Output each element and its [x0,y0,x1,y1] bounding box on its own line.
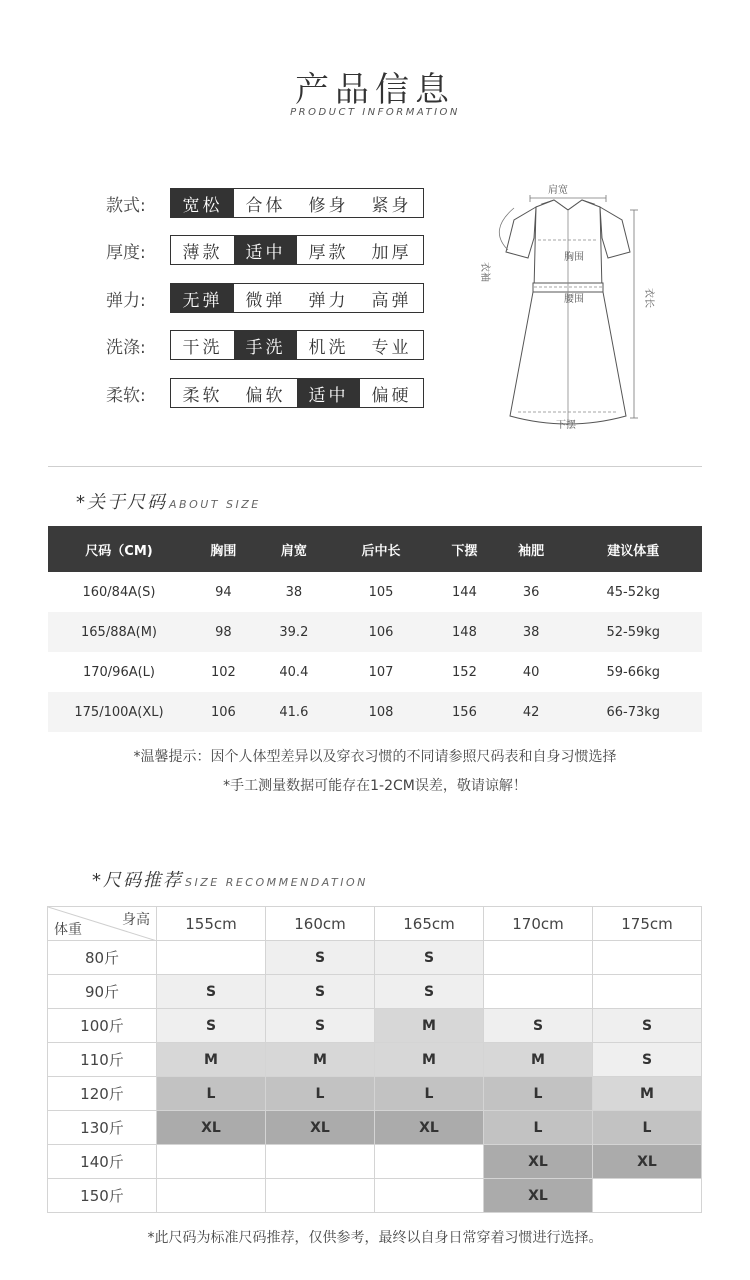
size-column-header: 胸围 [190,526,257,572]
size-cell [157,941,266,975]
table-row [48,612,702,652]
attribute-option: 微弹 [234,284,297,312]
size-table-header [48,526,702,572]
attribute-option: 适中 [297,379,360,407]
size-cell: XL [593,1145,702,1179]
size-cell: S [593,1009,702,1043]
recommend-note: *此尺码为标准尺码推荐，仅供参考，最终以自身日常穿着习惯进行选择。 [147,1230,603,1246]
size-cell [266,1145,375,1179]
size-cell: M [266,1043,375,1077]
recommend-row [48,1077,702,1111]
size-error-note: *手工测量数据可能存在1-2CM误差，敬请谅解！ [223,778,527,794]
weight-label: 130斤 [48,1111,157,1145]
height-header: 160cm [266,907,375,941]
recommend-row [48,941,702,975]
attribute-options [170,283,424,313]
height-header: 170cm [484,907,593,941]
size-cell [157,1145,266,1179]
table-cell: 160/84A(S) [82,584,156,600]
attribute-option: 手洗 [234,331,297,359]
attribute-row [106,378,424,408]
size-cell [593,941,702,975]
table-cell: 106 [190,692,257,732]
size-column-header: 肩宽 [257,526,331,572]
attribute-row [106,283,424,313]
attribute-options [170,235,424,265]
table-cell: 148 [431,612,498,652]
chest-label: 胸围 [564,252,584,263]
page-title: 产品信息 [295,70,455,110]
attribute-options [170,330,424,360]
size-column-header: 袖肥 [498,526,565,572]
dress-sketch [478,180,658,432]
about-size-title-en: ABOUT SIZE [169,498,261,511]
weight-label: 110斤 [48,1043,157,1077]
size-cell: XL [157,1111,266,1145]
recommend-row [48,1145,702,1179]
recommend-row [48,1043,702,1077]
recommend-header-row [48,907,702,941]
size-cell: M [375,1009,484,1043]
attribute-option: 专业 [360,331,423,359]
size-cell: XL [484,1179,593,1213]
attribute-option: 加厚 [360,236,423,264]
weight-label: 140斤 [48,1145,157,1179]
size-cell: S [266,941,375,975]
attribute-option: 柔软 [171,379,234,407]
recommend-heading [92,866,368,892]
table-row [48,572,702,612]
size-cell: L [484,1077,593,1111]
size-cell: S [375,941,484,975]
size-cell: S [157,975,266,1009]
size-cell: S [593,1043,702,1077]
table-cell: 66-73kg [565,692,702,732]
size-cell: S [157,1009,266,1043]
table-cell: 94 [215,584,232,600]
table-cell: 38 [498,612,565,652]
size-cell: M [593,1077,702,1111]
recommend-title: *尺码推荐 [92,870,183,891]
recommend-row [48,1111,702,1145]
weight-label: 150斤 [48,1179,157,1213]
size-cell [375,1145,484,1179]
table-cell: 38 [285,584,303,600]
height-header: 165cm [375,907,484,941]
attribute-option: 无弹 [171,284,234,312]
attribute-option: 修身 [297,189,360,217]
attribute-option: 机洗 [297,331,360,359]
table-cell: 165/88A(M) [48,612,190,652]
size-table [48,526,702,732]
sleeve-label: 衣袖 [479,262,490,282]
size-cell: L [157,1077,266,1111]
table-cell: 40 [522,664,540,680]
table-cell: 59-66kg [606,664,661,680]
size-cell: S [266,975,375,1009]
table-cell: 156 [431,692,498,732]
table-cell: 40.4 [279,664,309,680]
size-tip-note: *温馨提示：因个人体型差异以及穿衣习惯的不同请参照尺码表和自身习惯选择 [133,749,617,765]
table-cell: 108 [331,692,431,732]
table-cell: 102 [210,664,236,680]
about-size-title: *关于尺码 [76,492,167,513]
size-cell: M [157,1043,266,1077]
size-cell [593,975,702,1009]
corner-cell [48,907,157,941]
attribute-options [170,188,424,218]
recommend-row [48,1179,702,1213]
table-cell: 39.2 [257,612,331,652]
attribute-option: 偏硬 [360,379,423,407]
size-cell [484,941,593,975]
weight-axis-label: 体重 [54,922,82,938]
size-cell: L [484,1111,593,1145]
table-cell: 98 [190,612,257,652]
attribute-options [170,378,424,408]
page-subtitle: PRODUCT INFORMATION [290,107,460,118]
weight-label: 100斤 [48,1009,157,1043]
size-cell: XL [484,1145,593,1179]
size-recommend-table [47,906,702,1213]
attribute-option: 弹力 [297,284,360,312]
attribute-row [106,330,424,360]
size-cell: L [375,1077,484,1111]
table-cell: 42 [498,692,565,732]
size-cell [593,1179,702,1213]
recommend-row [48,1009,702,1043]
weight-label: 90斤 [48,975,157,1009]
size-cell: S [484,1009,593,1043]
size-column-header: 下摆 [431,526,498,572]
size-cell: XL [375,1111,484,1145]
attribute-option: 高弹 [360,284,423,312]
table-cell: 144 [452,584,477,600]
table-cell: 45-52kg [606,584,661,600]
attribute-option: 紧身 [360,189,423,217]
table-cell: 175/100A(XL) [48,692,190,732]
attribute-option: 合体 [234,189,297,217]
weight-label: 120斤 [48,1077,157,1111]
about-size-heading [76,488,261,514]
size-cell: L [593,1111,702,1145]
attribute-label: 柔软: [106,385,146,406]
length-label: 衣长 [643,288,654,308]
attribute-row [106,188,424,218]
attribute-label: 弹力: [106,290,146,311]
attribute-option: 干洗 [171,331,234,359]
table-cell: 152 [452,664,477,680]
table-row [48,692,702,732]
size-cell: S [266,1009,375,1043]
size-cell [484,975,593,1009]
table-cell: 105 [368,584,394,600]
size-column-header: 后中长 [331,526,431,572]
table-cell: 36 [522,584,540,600]
shoulder-label: 肩宽 [548,185,568,196]
section-divider [48,466,702,467]
size-cell: M [375,1043,484,1077]
attribute-option: 宽松 [171,189,234,217]
size-cell [266,1179,375,1213]
size-cell: S [375,975,484,1009]
height-axis-label: 身高 [122,912,150,928]
attribute-label: 款式: [106,195,146,216]
height-header: 155cm [157,907,266,941]
size-column-header: 尺码（CM) [48,526,190,572]
height-header: 175cm [593,907,702,941]
attribute-label: 厚度: [106,242,146,263]
weight-label: 80斤 [48,941,157,975]
table-row [48,652,702,692]
table-cell: 107 [368,664,394,680]
attribute-label: 洗涤: [106,337,146,358]
attribute-option: 适中 [234,236,297,264]
table-cell: 41.6 [257,692,331,732]
table-cell: 106 [331,612,431,652]
attribute-option: 偏软 [234,379,297,407]
attribute-option: 薄款 [171,236,234,264]
size-cell [157,1179,266,1213]
size-cell [375,1179,484,1213]
size-cell: XL [266,1111,375,1145]
waist-label: 腰围 [564,294,584,305]
size-column-header: 建议体重 [565,526,702,572]
table-cell: 52-59kg [565,612,702,652]
recommend-row [48,975,702,1009]
attribute-option: 厚款 [297,236,360,264]
recommend-title-en: SIZE RECOMMENDATION [185,876,368,889]
table-cell: 170/96A(L) [82,664,155,680]
size-cell: L [266,1077,375,1111]
hem-label: 下摆 [556,420,576,431]
attribute-row [106,235,424,265]
size-cell: M [484,1043,593,1077]
